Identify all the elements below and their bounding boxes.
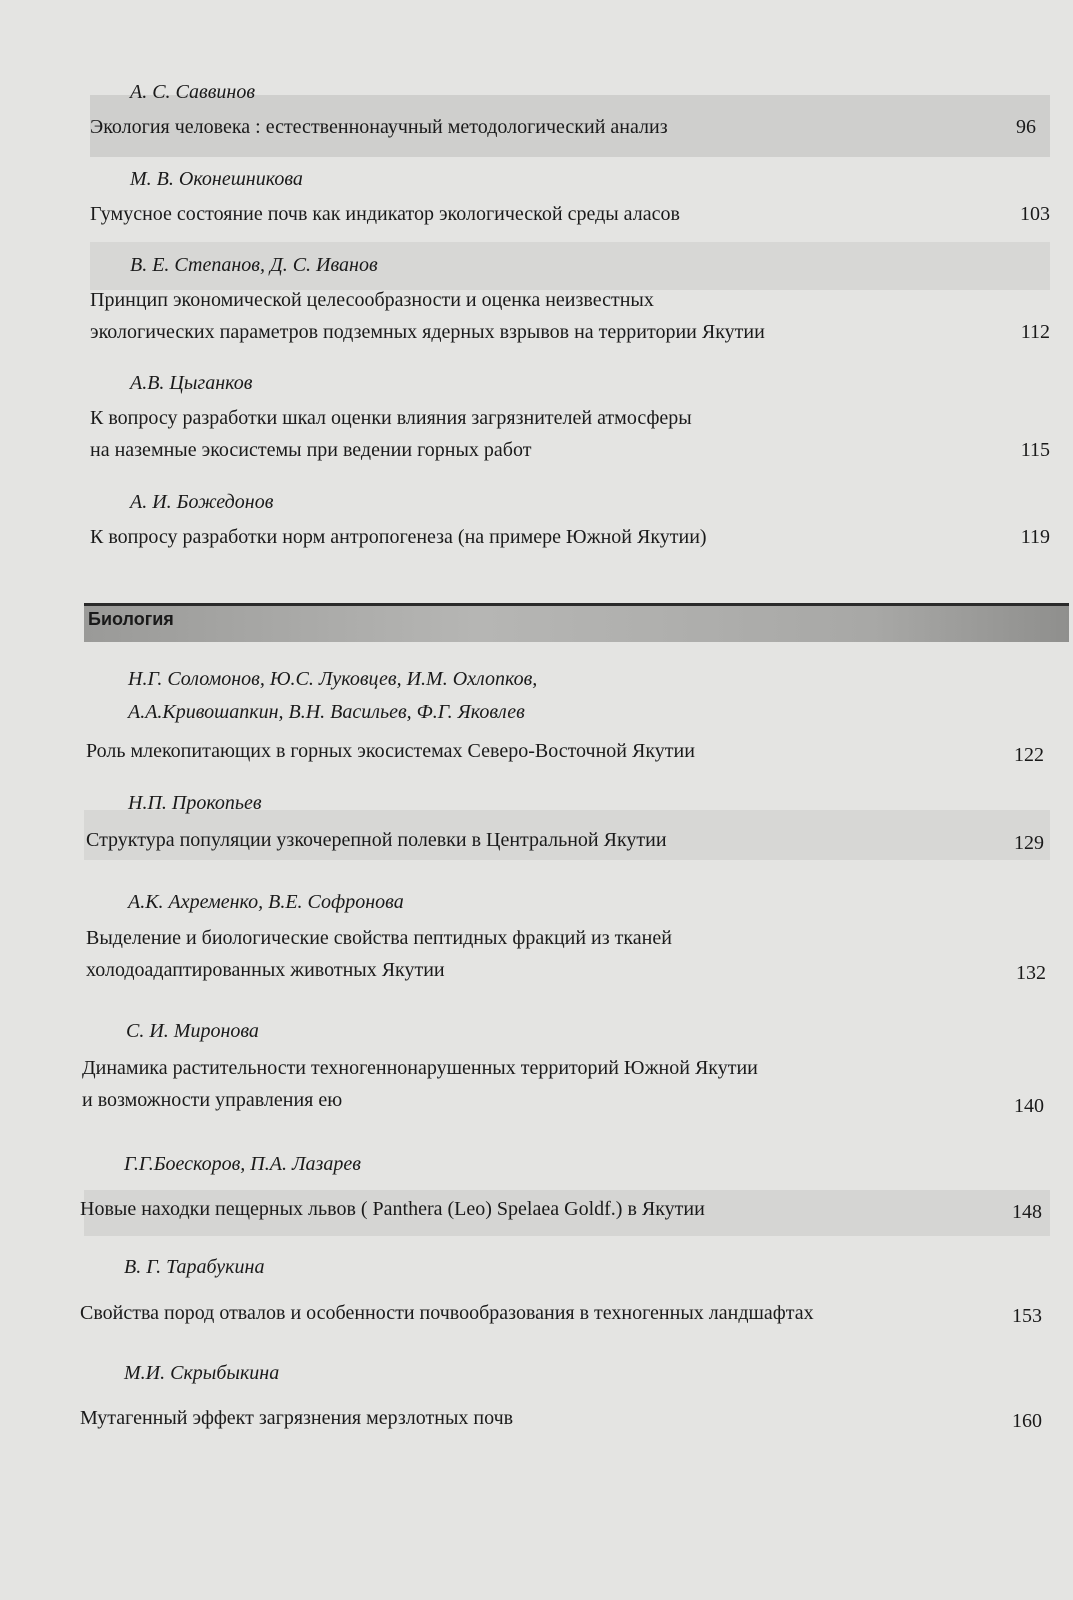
entry-page-number: 119 [1020,526,1050,548]
entry-author: В. Г. Тарабукина [124,1256,265,1278]
entry-page-number: 148 [1012,1201,1042,1223]
entry-title: Роль млекопитающих в горных экосистемах Северо-Восточной Якутии [86,740,695,762]
entry-author: Н.Г. Соломонов, Ю.С. Луковцев, И.М. Охлопков, [128,668,538,690]
entry-author: С. И. Миронова [126,1020,259,1042]
entry-author: А. С. Саввинов [130,81,255,103]
entry-page-number: 112 [1020,321,1050,343]
entry-author: А.А.Кривошапкин, В.Н. Васильев, Ф.Г. Яковлев [128,701,525,723]
entry-page-number: 122 [1014,744,1044,766]
entry-page-number: 115 [1020,439,1050,461]
entry-title: Принцип экономической целесообразности и оценка неизвестных [90,289,654,311]
entry-title: Выделение и биологические свойства пептидных фракций из тканей [86,927,672,949]
entry-title: Экология человека : естественнонаучный методологический анализ [90,116,668,138]
entry-title: Новые находки пещерных львов ( Panthera (Leo) Spelaea Goldf.) в Якутии [80,1198,705,1220]
entry-title: холодоадаптированных животных Якутии [86,959,445,981]
entry-page-number: 129 [1014,832,1044,854]
entry-page-number: 132 [1016,962,1046,984]
entry-page-number: 160 [1012,1410,1042,1432]
entry-author: М. В. Оконешникова [130,168,303,190]
entry-page-number: 140 [1014,1095,1044,1117]
entry-title: Гумусное состояние почв как индикатор экологической среды аласов [90,203,680,225]
entry-author: В. Е. Степанов, Д. С. Иванов [130,254,378,276]
entry-page-number: 96 [1016,116,1036,138]
entry-title: на наземные экосистемы при ведении горных работ [90,439,532,461]
entry-author: А.В. Цыганков [130,372,253,394]
entry-title: Мутагенный эффект загрязнения мерзлотных почв [80,1407,514,1429]
entry-title: Свойства пород отвалов и особенности почвообразования в техногенных ландшафтах [80,1302,814,1324]
entry-title: и возможности управления ею [82,1089,343,1111]
entry-author: А.К. Ахременко, В.Е. Софронова [128,891,404,913]
entry-title: К вопросу разработки норм антропогенеза (на примере Южной Якутии) [90,526,707,548]
entry-page-number: 103 [1020,203,1050,225]
entry-title: К вопросу разработки шкал оценки влияния загрязнителей атмосферы [90,407,692,429]
entry-title: экологических параметров подземных ядерных взрывов на территории Якутии [90,321,765,343]
entry-title: Структура популяции узкочерепной полевки в Центральной Якутии [86,829,667,851]
entry-title: Динамика растительности техногеннонарушенных территорий Южной Якутии [82,1057,758,1079]
entry-author: А. И. Божедонов [130,491,274,513]
entry-page-number: 153 [1012,1305,1042,1327]
entry-author: Г.Г.Боескоров, П.А. Лазарев [124,1153,361,1175]
entry-author: Н.П. Прокопьев [128,792,262,814]
section-title: Биология [88,609,174,629]
entry-author: М.И. Скрыбыкина [124,1362,280,1384]
section-header-bar [84,603,1069,642]
